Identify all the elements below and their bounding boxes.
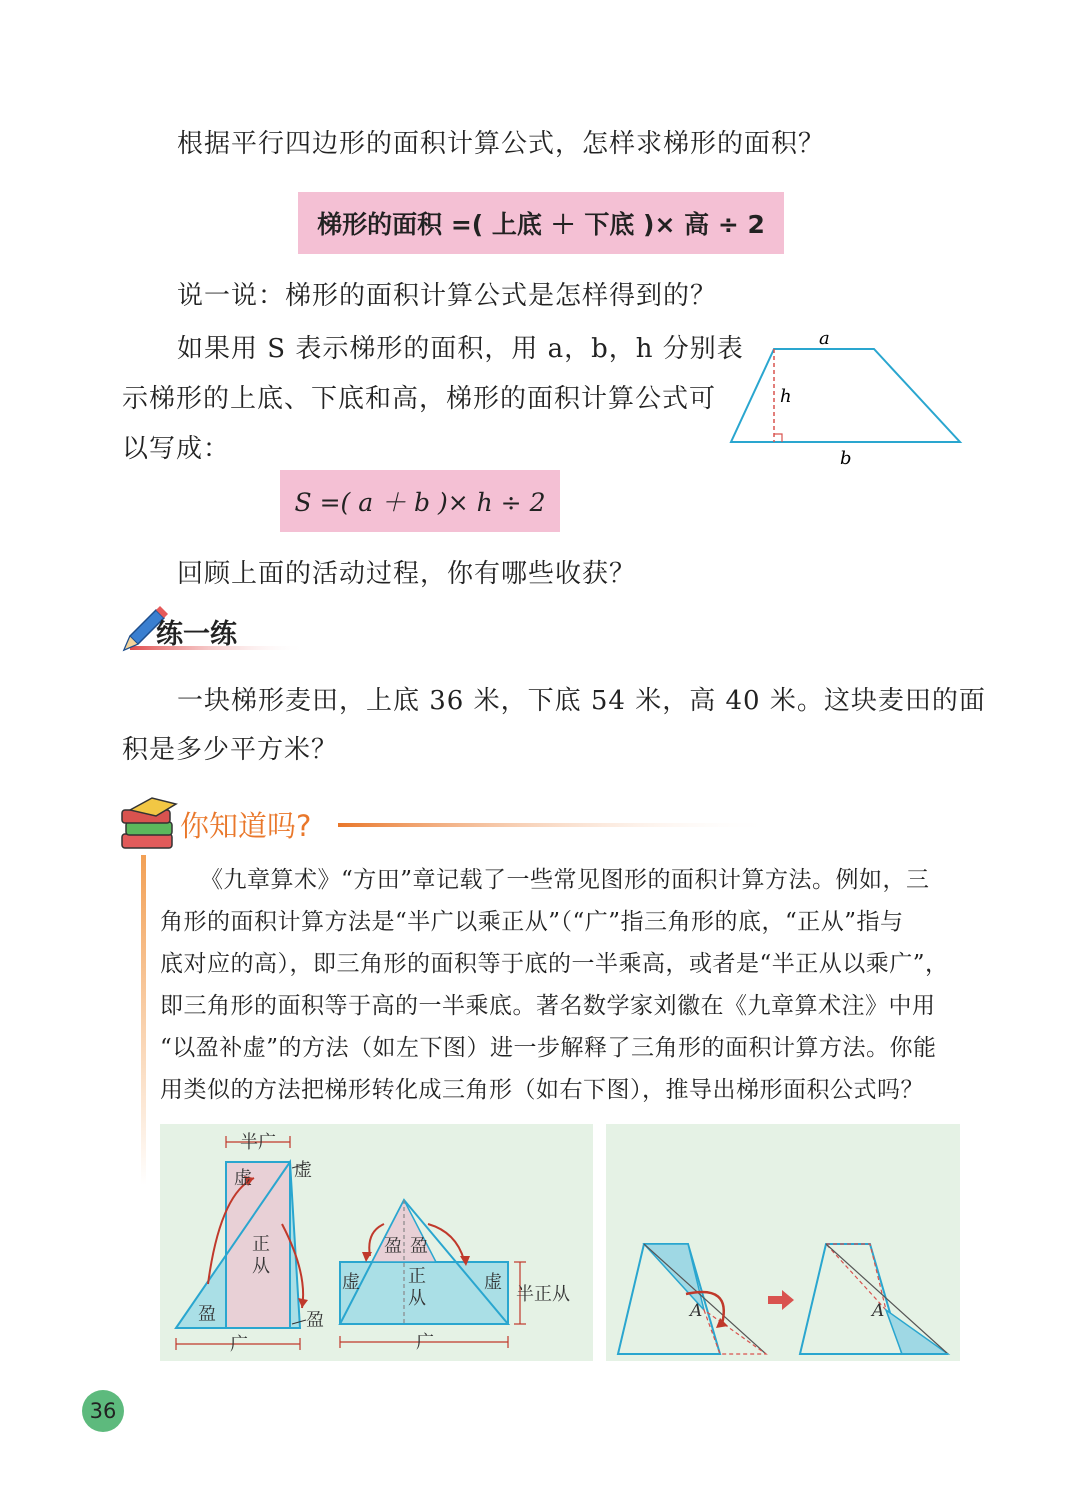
label-zheng-1: 正 — [252, 1234, 270, 1255]
books-icon — [122, 798, 176, 848]
left-figure-panel — [160, 1124, 593, 1361]
para-line-3: 以写成： — [122, 434, 231, 464]
trapezoid-shape — [731, 349, 960, 442]
practice-line-2: 积是多少平方米？ — [122, 735, 339, 765]
right-figure-panel — [606, 1124, 960, 1361]
para-line-1: 如果用 S 表示梯形的面积，用 a，b，h 分别表 — [177, 334, 744, 364]
label-h: h — [780, 386, 792, 407]
review-text: 回顾上面的活动过程，你有哪些收获？ — [177, 559, 637, 589]
label-xu-2: 虚 — [294, 1160, 312, 1181]
know-title: 你知道吗? — [180, 809, 312, 843]
label-b: b — [840, 448, 852, 469]
practice-title: 练一练 — [156, 619, 237, 650]
point-a-1: A — [690, 1301, 703, 1321]
label-half-zhengcong: 半正从 — [516, 1284, 570, 1305]
label-guang-2: 广 — [416, 1332, 434, 1353]
label-xu-3: 虚 — [342, 1272, 360, 1293]
label-guang-1: 广 — [230, 1334, 248, 1355]
trapezoid-figure — [720, 320, 970, 470]
label-xu-1: 虚 — [234, 1168, 252, 1189]
label-ying-2: 盈 — [306, 1310, 324, 1331]
transform-arrow-icon — [768, 1290, 794, 1310]
formula-words: 梯形的面积 =( 上底 ＋ 下底 )× 高 ÷ 2 — [317, 210, 765, 239]
page-number — [82, 1390, 124, 1432]
know-line-2: 角形的面积计算方法是“半广以乘正从”（“广”指三角形的底，“正从”指与 — [160, 909, 904, 935]
know-line-6: 用类似的方法把梯形转化成三角形（如右下图），推导出梯形面积公式吗？ — [160, 1077, 924, 1103]
right-angle-mark — [774, 434, 782, 442]
label-xu-4: 虚 — [484, 1272, 502, 1293]
triangle-figures — [160, 1124, 593, 1361]
say-text: 说一说：梯形的面积计算公式是怎样得到的？ — [177, 281, 718, 311]
know-line-3: 底对应的高），即三角形的面积等于底的一半乘高，或者是“半正从以乘广”， — [160, 951, 949, 977]
know-line-1: 《九章算术》“方田”章记载了一些常见图形的面积计算方法。例如，三 — [200, 867, 930, 893]
page-number-text: 36 — [89, 1399, 117, 1423]
label-ying-3: 盈 — [384, 1236, 402, 1257]
trapezoid-transform-figures — [606, 1124, 960, 1361]
formula-letters: S =( a ＋ b )× h ÷ 2 — [294, 488, 546, 517]
label-cong-1: 从 — [252, 1256, 270, 1277]
know-underline — [338, 823, 776, 827]
label-half-guang: 半广 — [240, 1132, 276, 1153]
label-cong-2: 从 — [408, 1288, 426, 1309]
know-line-4: 即三角形的面积等于高的一半乘底。著名数学家刘徽在《九章算术注》中用 — [160, 993, 936, 1019]
label-zheng-2: 正 — [408, 1266, 426, 1287]
label-a: a — [819, 328, 830, 349]
question-text: 根据平行四边形的面积计算公式，怎样求梯形的面积？ — [177, 129, 826, 159]
point-a-2: A — [872, 1301, 885, 1321]
para-line-2: 示梯形的上底、下底和高，梯形的面积计算公式可 — [122, 384, 717, 414]
formula-words-box — [298, 192, 784, 254]
formula-letters-box — [280, 470, 560, 532]
practice-line-1: 一块梯形麦田，上底 36 米，下底 54 米，高 40 米。这块麦田的面 — [177, 686, 986, 716]
know-line-5: “以盈补虚”的方法（如左下图）进一步解释了三角形的面积计算方法。你能 — [160, 1035, 937, 1061]
label-ying-1: 盈 — [198, 1304, 216, 1325]
label-ying-4: 盈 — [410, 1236, 428, 1257]
know-side-bar — [141, 855, 146, 1185]
